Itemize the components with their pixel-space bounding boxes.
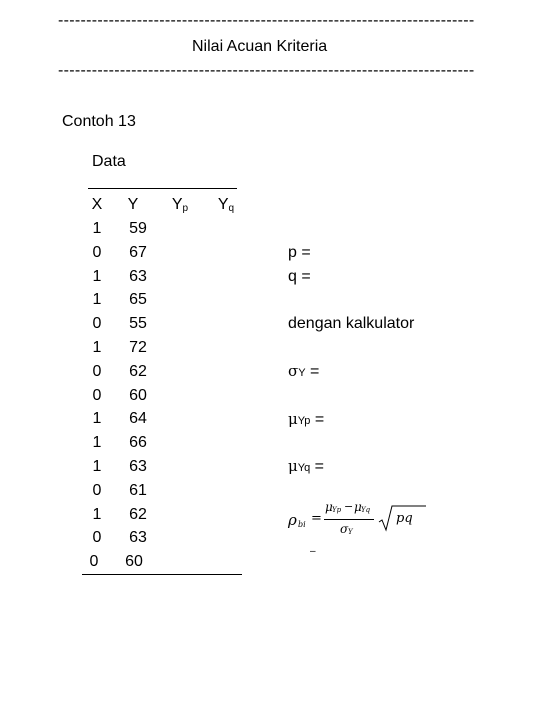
header-rule-top: -------------------------------------------------------------------------- (58, 12, 475, 29)
mu-symbol: μ (288, 410, 298, 428)
rho-symbol: ρ (288, 511, 297, 529)
cell-x: 0 (92, 363, 102, 380)
cell-x: 1 (92, 458, 102, 475)
cell-x: 0 (92, 482, 102, 499)
sigma-symbol: σ (288, 362, 299, 380)
cell-x: 0 (92, 387, 102, 404)
cell-y: 63 (129, 268, 147, 285)
cell-y: 64 (129, 410, 147, 427)
col-header-yp: $Y_p$ (171, 196, 189, 214)
mu-yq-line: μYq = (288, 457, 324, 475)
cell-x: 0 (92, 244, 102, 261)
sigma-y-line: σY = (288, 362, 320, 380)
cell-y: 63 (129, 458, 147, 475)
cell-x: 0 (89, 553, 99, 570)
cell-x: 1 (92, 410, 102, 427)
kalkulator-note: dengan kalkulator (288, 315, 415, 332)
cell-x: 1 (92, 291, 102, 308)
cell-y: 63 (129, 529, 147, 546)
cell-y: 62 (129, 506, 147, 523)
table-bottom-rule (82, 574, 242, 575)
formula-equals: = (311, 511, 322, 526)
cell-x: 1 (92, 268, 102, 285)
point-biserial-formula: ρ bi = μ Yp − μ Yq σ Y pq (288, 498, 428, 544)
cell-y: 60 (125, 553, 143, 570)
cell-y: 66 (129, 434, 147, 451)
cell-x: 0 (92, 529, 102, 546)
header-rule-bottom: -------------------------------------------------------------------------- (58, 62, 475, 79)
cell-x: 1 (92, 434, 102, 451)
cell-y: 65 (129, 291, 147, 308)
cell-x: 1 (92, 506, 102, 523)
table-top-rule (88, 188, 237, 189)
data-label: Data (92, 153, 126, 170)
cell-y: 72 (129, 339, 147, 356)
rho-subscript: bi (298, 520, 306, 529)
cell-y: 62 (129, 363, 147, 380)
cell-x: 1 (92, 339, 102, 356)
mu-symbol: μ (288, 457, 298, 475)
col-header-yq: $Y_q$ (217, 196, 235, 214)
page-title: Nilai Acuan Kriteria (192, 38, 328, 55)
stray-mark: – (310, 546, 316, 557)
fraction-bar (324, 519, 374, 520)
cell-y: 67 (129, 244, 147, 261)
cell-y: 59 (129, 220, 147, 237)
cell-x: 0 (92, 315, 102, 332)
mu-yp-line: μYp = (288, 410, 325, 428)
example-title: Contoh 13 (62, 113, 136, 130)
q-line: q = (288, 268, 311, 285)
cell-x: 1 (92, 220, 102, 237)
col-header-y: Y (127, 196, 139, 213)
cell-y: 60 (129, 387, 147, 404)
col-header-x: X (91, 196, 103, 213)
cell-y: 55 (129, 315, 147, 332)
p-line: p = (288, 244, 311, 261)
cell-y: 61 (129, 482, 147, 499)
